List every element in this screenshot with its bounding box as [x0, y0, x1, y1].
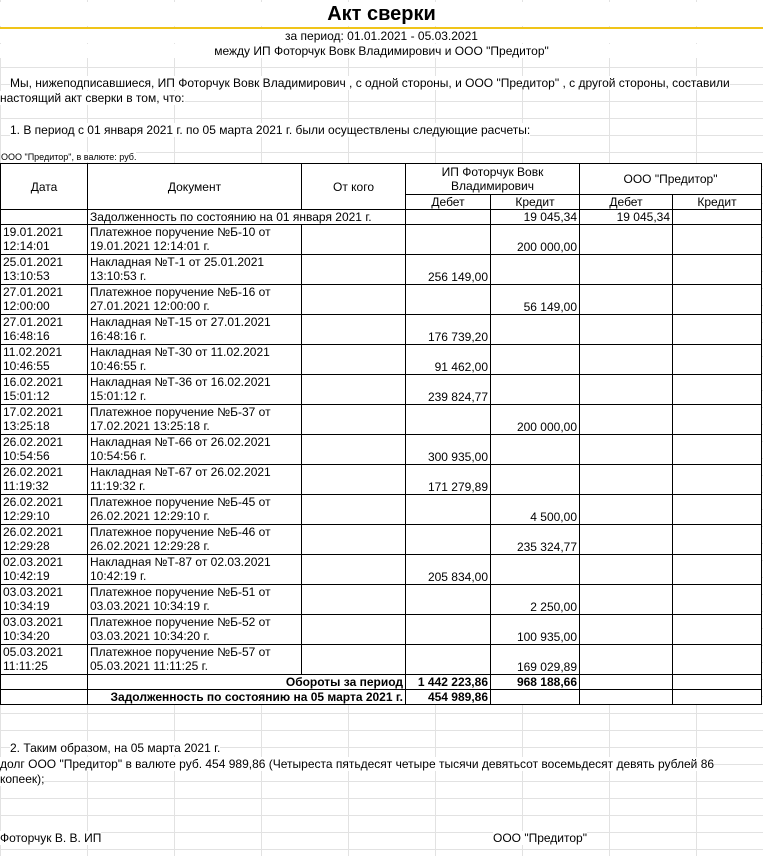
row-p1-credit [491, 225, 580, 255]
row-date-line: 26.02.2021 [3, 465, 64, 479]
row-from [302, 315, 406, 345]
header-p2-credit: Кредит [673, 195, 762, 210]
row-from [302, 285, 406, 315]
row-p1-debit [406, 585, 491, 615]
row-date [1, 525, 88, 555]
row-p1-debit [406, 615, 491, 645]
row-document-line: 10:46:55 г. [90, 359, 147, 373]
row-date-line: 10:42:19 [3, 569, 50, 583]
row-date-line: 16:48:16 [3, 329, 50, 343]
row-p1-credit [491, 495, 580, 525]
table-row [1, 315, 762, 345]
row-document-line: 03.03.2021 10:34:19 г. [90, 599, 210, 613]
row-date [1, 645, 88, 675]
row-document-line: 10:54:56 г. [90, 449, 147, 463]
row-p2-credit [673, 465, 762, 495]
row-document-line: 27.01.2021 12:00:00 г. [90, 299, 210, 313]
row-document-line: 10:42:19 г. [90, 569, 147, 583]
table-row [1, 645, 762, 675]
row-date-line: 10:54:56 [3, 449, 50, 463]
signature-right: ООО "Предитор" [493, 831, 587, 845]
row-date-line: 15:01:12 [3, 389, 50, 403]
table-row [1, 615, 762, 645]
row-date-line: 12:29:10 [3, 509, 50, 523]
header-p2-debit: Дебет [580, 195, 673, 210]
row-p2-credit [673, 495, 762, 525]
row-date [1, 495, 88, 525]
row-p1-debit [406, 225, 491, 255]
closing-debit: 454 989,86 [406, 690, 491, 705]
row-p2-debit [580, 465, 673, 495]
row-date [1, 555, 88, 585]
row-p1-debit-line: 239 824,77 [427, 390, 488, 404]
row-p1-debit [406, 555, 491, 585]
row-document-line: 16:48:16 г. [90, 329, 147, 343]
row-p1-debit [406, 255, 491, 285]
conclusion-line-2: копеек); [0, 772, 45, 786]
row-date-line: 26.02.2021 [3, 435, 64, 449]
row-document-line: 19.01.2021 12:14:01 г. [90, 239, 210, 253]
opening-p2-credit [673, 210, 762, 225]
row-date-line: 11.02.2021 [3, 345, 63, 359]
table-row [1, 555, 762, 585]
row-document-line: 15:01:12 г. [90, 389, 147, 403]
row-p2-debit [580, 615, 673, 645]
row-document-line: Платежное поручение №Б-10 от [90, 225, 271, 239]
row-p2-credit [673, 645, 762, 675]
row-document-line: Платежное поручение №Б-46 от [90, 525, 271, 539]
row-p1-credit [491, 285, 580, 315]
row-date [1, 435, 88, 465]
row-date-line: 27.01.2021 [3, 315, 64, 329]
point-2: 2. Таким образом, на 05 марта 2021 г. [10, 741, 221, 755]
row-document-line: Накладная №Т-1 от 25.01.2021 [90, 255, 265, 269]
table-row [1, 405, 762, 435]
row-p1-debit [406, 345, 491, 375]
table-row [1, 585, 762, 615]
row-p2-debit [580, 645, 673, 675]
row-document-line: Платежное поручение №Б-51 от [90, 585, 271, 599]
table-row [1, 285, 762, 315]
row-date-line: 26.02.2021 [3, 525, 64, 539]
period-line: за период: 01.01.2021 - 05.03.2021 [0, 29, 763, 43]
row-p2-credit [673, 405, 762, 435]
row-document-line: Платежное поручение №Б-52 от [90, 615, 271, 629]
row-date-line: 25.01.2021 [3, 255, 64, 269]
row-document [88, 615, 302, 645]
row-p2-debit [580, 525, 673, 555]
row-p1-credit [491, 315, 580, 345]
row-p1-credit-line: 4 500,00 [530, 510, 577, 524]
row-document [88, 555, 302, 585]
row-p1-debit-line: 171 279,89 [427, 480, 488, 494]
row-p2-debit [580, 555, 673, 585]
row-date [1, 315, 88, 345]
row-document [88, 495, 302, 525]
row-p1-credit [491, 435, 580, 465]
row-p1-credit [491, 375, 580, 405]
closing-p2-credit [673, 690, 762, 705]
parties-line: между ИП Фоторчук Вовк Владимирович и ООО "Предитор" [0, 44, 763, 58]
opening-date-cell [1, 210, 88, 225]
row-document [88, 405, 302, 435]
row-from [302, 525, 406, 555]
row-date-line: 10:34:19 [3, 599, 50, 613]
row-date-line: 17.02.2021 [3, 405, 64, 419]
header-party-1: ИП Фоторчук Вовк Владимирович [406, 164, 580, 195]
row-p1-credit-line: 56 149,00 [523, 300, 577, 314]
row-p1-debit [406, 465, 491, 495]
row-p1-credit [491, 525, 580, 555]
row-from [302, 585, 406, 615]
header-p1-credit: Кредит [491, 195, 580, 210]
row-p1-debit [406, 405, 491, 435]
row-document-line: Платежное поручение №Б-45 от [90, 495, 271, 509]
reconciliation-table [0, 163, 762, 705]
turnover-debit: 1 442 223,86 [406, 675, 491, 690]
row-from [302, 225, 406, 255]
row-document [88, 225, 302, 255]
row-p1-debit-line: 256 149,00 [427, 270, 488, 284]
row-p1-credit-line: 200 000,00 [516, 240, 577, 254]
row-date [1, 285, 88, 315]
row-p2-debit [580, 495, 673, 525]
row-p2-debit [580, 255, 673, 285]
table-row [1, 345, 762, 375]
closing-p2-debit [580, 690, 673, 705]
row-document-line: 03.03.2021 10:34:20 г. [90, 629, 210, 643]
row-p1-debit [406, 495, 491, 525]
row-date-line: 11:11:25 [3, 659, 48, 673]
header-date: Дата [1, 164, 88, 210]
row-p1-credit-line: 200 000,00 [516, 420, 577, 434]
row-date-line: 10:46:55 [3, 359, 50, 373]
table-row [1, 465, 762, 495]
row-p2-debit [580, 405, 673, 435]
row-p1-debit [406, 525, 491, 555]
row-p2-debit [580, 585, 673, 615]
row-date-line: 26.02.2021 [3, 495, 64, 509]
row-document-line: 05.03.2021 11:11:25 г. [90, 659, 208, 673]
row-p2-credit [673, 615, 762, 645]
turnover-p2-credit [673, 675, 762, 690]
row-from [302, 555, 406, 585]
row-from [302, 645, 406, 675]
opening-p2-debit: 19 045,34 [580, 210, 673, 225]
table-row [1, 525, 762, 555]
row-p1-debit [406, 315, 491, 345]
row-p2-credit [673, 315, 762, 345]
closing-blank [1, 690, 88, 705]
row-date-line: 12:29:28 [3, 539, 50, 553]
row-p1-credit [491, 555, 580, 585]
row-document [88, 585, 302, 615]
row-p2-debit [580, 435, 673, 465]
row-document [88, 525, 302, 555]
row-from [302, 375, 406, 405]
row-date-line: 12:14:01 [3, 239, 50, 253]
row-document [88, 255, 302, 285]
row-date-line: 03.03.2021 [3, 585, 64, 599]
row-p1-credit-line: 2 250,00 [530, 600, 577, 614]
row-document-line: 26.02.2021 12:29:28 г. [90, 539, 210, 553]
row-p1-credit [491, 645, 580, 675]
row-document-line: Накладная №Т-87 от 02.03.2021 [90, 555, 271, 569]
row-p1-credit-line: 169 029,89 [516, 660, 577, 674]
row-document [88, 465, 302, 495]
header-party-2: ООО "Предитор" [580, 164, 762, 195]
row-p1-credit [491, 615, 580, 645]
row-p1-credit [491, 585, 580, 615]
row-date [1, 225, 88, 255]
row-date-line: 03.03.2021 [3, 615, 64, 629]
row-date [1, 465, 88, 495]
row-date-line: 02.03.2021 [3, 555, 64, 569]
opening-balance-label: Задолженность по состоянию на 01 января 2021 г. [88, 210, 406, 225]
row-from [302, 495, 406, 525]
turnover-p2-debit [580, 675, 673, 690]
row-date-line: 16.02.2021 [3, 375, 64, 389]
row-p2-debit [580, 285, 673, 315]
row-p1-credit [491, 405, 580, 435]
row-p1-debit [406, 375, 491, 405]
signature-left: Фоторчук В. В. ИП [0, 831, 102, 845]
row-document-line: Платежное поручение №Б-57 от [90, 645, 271, 659]
row-document-line: Накладная №Т-66 от 26.02.2021 [90, 435, 271, 449]
row-p2-debit [580, 375, 673, 405]
conclusion-line-1: долг ООО "Предитор" в валюте руб. 454 989,86 (Четыреста пятьдесят четыре тысячи девятьсот восемьдесят девять рублей 86 [0, 757, 715, 771]
opening-p1-debit [406, 210, 491, 225]
row-document [88, 315, 302, 345]
row-p2-debit [580, 225, 673, 255]
row-document-line: Накладная №Т-30 от 11.02.2021 [90, 345, 270, 359]
row-p2-credit [673, 555, 762, 585]
row-p2-debit [580, 345, 673, 375]
row-p2-credit [673, 285, 762, 315]
turnover-label: Обороты за период [88, 675, 406, 690]
row-document-line: Накладная №Т-36 от 16.02.2021 [90, 375, 271, 389]
row-document-line: 11:19:32 г. [90, 479, 146, 493]
opening-p1-credit: 19 045,34 [491, 210, 580, 225]
row-date-line: 27.01.2021 [3, 285, 64, 299]
row-p1-debit-line: 176 739,20 [427, 330, 488, 344]
page-title: Акт сверки [0, 2, 763, 26]
row-date-line: 13:25:18 [3, 419, 50, 433]
row-p1-debit-line: 300 935,00 [427, 450, 488, 464]
row-from [302, 615, 406, 645]
header-document: Документ [88, 164, 302, 210]
row-date-line: 10:34:20 [3, 629, 50, 643]
row-date [1, 405, 88, 435]
row-document [88, 345, 302, 375]
row-p2-credit [673, 255, 762, 285]
table-row [1, 435, 762, 465]
table-row [1, 375, 762, 405]
row-p1-debit [406, 435, 491, 465]
row-date-line: 13:10:53 [3, 269, 50, 283]
intro-line-2: настоящий акт сверки в том, что: [0, 91, 185, 105]
row-p2-credit [673, 585, 762, 615]
row-document [88, 435, 302, 465]
row-document-line: 13:10:53 г. [90, 269, 147, 283]
header-from: От кого [302, 164, 406, 210]
row-p2-credit [673, 525, 762, 555]
row-p1-credit-line: 100 935,00 [516, 630, 577, 644]
row-document-line: Платежное поручение №Б-16 от [90, 285, 271, 299]
table-row [1, 225, 762, 255]
header-p1-debit: Дебет [406, 195, 491, 210]
row-date-line: 12:00:00 [3, 299, 50, 313]
row-document [88, 375, 302, 405]
row-p2-debit [580, 315, 673, 345]
table-row [1, 255, 762, 285]
row-p1-debit [406, 645, 491, 675]
row-p2-credit [673, 345, 762, 375]
row-p1-credit-line: 235 324,77 [516, 540, 577, 554]
row-p2-credit [673, 375, 762, 405]
row-p1-debit-line: 205 834,00 [427, 570, 488, 584]
point-1: 1. В период с 01 января 2021 г. по 05 марта 2021 г. были осуществлены следующие расчеты: [10, 123, 531, 137]
turnover-credit: 968 188,66 [491, 675, 580, 690]
row-document-line: 17.02.2021 13:25:18 г. [90, 419, 210, 433]
closing-balance-label: Задолженность по состоянию на 05 марта 2021 г. [88, 690, 406, 705]
closing-credit [491, 690, 580, 705]
row-from [302, 405, 406, 435]
currency-note: ООО "Предитор", в валюте: руб. [1, 152, 137, 162]
turnover-blank [1, 675, 88, 690]
row-p2-credit [673, 225, 762, 255]
row-from [302, 435, 406, 465]
row-p1-credit [491, 255, 580, 285]
row-p1-debit [406, 285, 491, 315]
row-date [1, 375, 88, 405]
row-p1-debit-line: 91 462,00 [434, 360, 488, 374]
row-date-line: 05.03.2021 [3, 645, 64, 659]
row-date [1, 615, 88, 645]
row-document [88, 645, 302, 675]
row-date-line: 19.01.2021 [3, 225, 64, 239]
row-p1-credit [491, 465, 580, 495]
row-date [1, 345, 88, 375]
table-row [1, 495, 762, 525]
row-document-line: Платежное поручение №Б-37 от [90, 405, 271, 419]
row-document-line: Накладная №Т-15 от 27.01.2021 [90, 315, 271, 329]
row-date-line: 11:19:32 [3, 479, 49, 493]
row-from [302, 465, 406, 495]
row-document-line: Накладная №Т-67 от 26.02.2021 [90, 465, 271, 479]
row-p2-credit [673, 435, 762, 465]
row-document [88, 285, 302, 315]
row-from [302, 345, 406, 375]
row-document-line: 26.02.2021 12:29:10 г. [90, 509, 210, 523]
row-from [302, 255, 406, 285]
row-date [1, 585, 88, 615]
intro-line-1: Мы, нижеподписавшиеся, ИП Фоторчук Вовк Владимирович , с одной стороны, и ООО "Предитор" , с другой стороны, составили [10, 76, 730, 90]
row-p1-credit [491, 345, 580, 375]
row-date [1, 255, 88, 285]
